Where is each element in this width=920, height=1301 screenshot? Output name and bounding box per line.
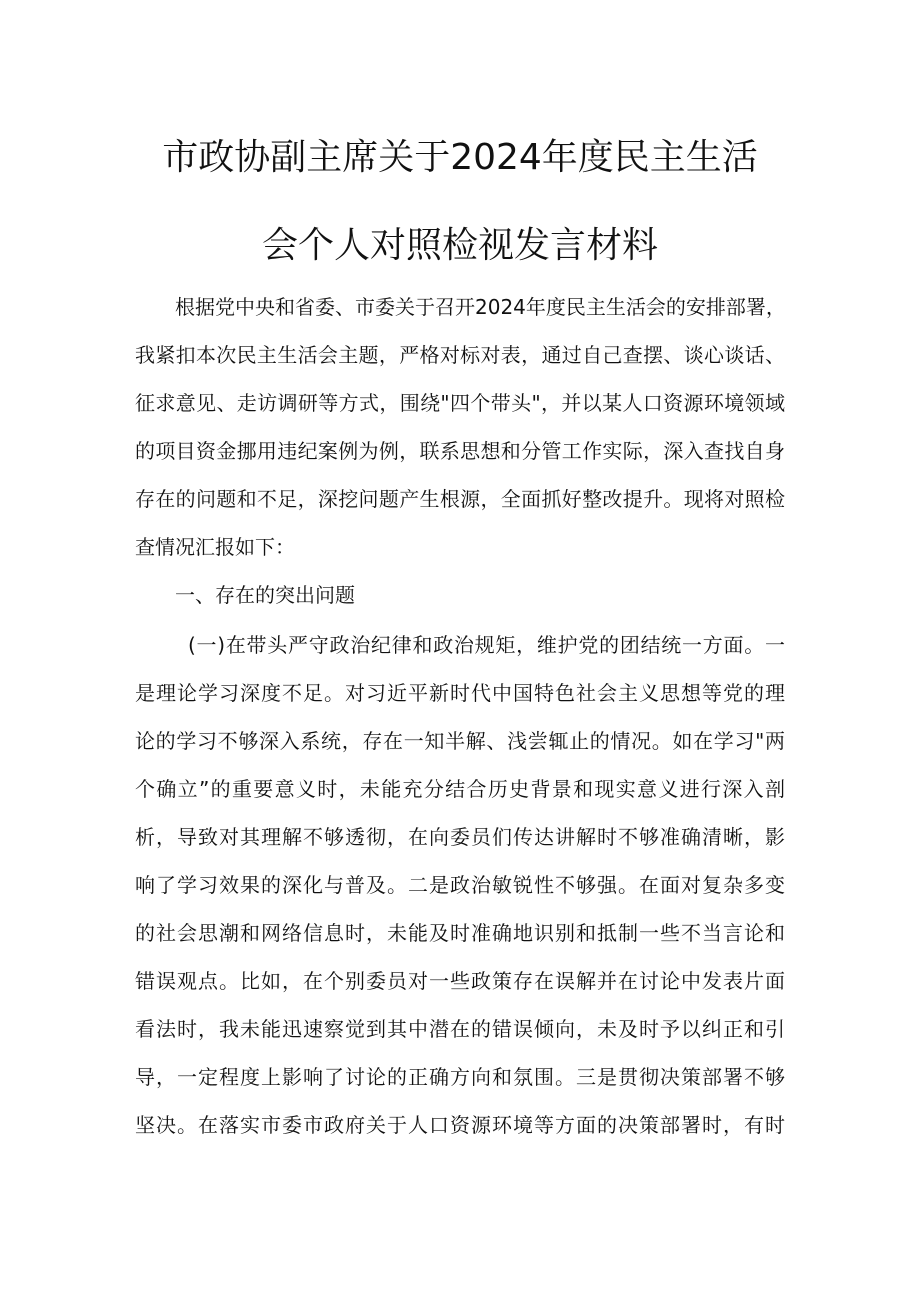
section-heading: 一、存在的突出问题 xyxy=(175,583,355,607)
document-title-line-2: 会个人对照检视发言材料 xyxy=(261,225,658,266)
paragraph-1-line-3: 征求意见、走访调研等方式，围绕"四个带头"，并以某人口资源环境领域 xyxy=(135,391,785,415)
paragraph-2-line-7: 的社会思潮和网络信息时，未能及时准确地识别和抵制一些不当言论和 xyxy=(135,921,785,945)
paragraph-2-line-11: 坚决。在落实市委市政府关于人口资源环境等方面的决策部署时，有时 xyxy=(135,1113,785,1137)
paragraph-2-line-1: (一)在带头严守政治纪律和政治规矩，维护党的团结统一方面。一 xyxy=(188,633,785,657)
paragraph-2-line-8: 错误观点。比如，在个别委员对一些政策存在误解并在讨论中发表片面 xyxy=(135,969,785,993)
paragraph-2-line-10: 导，一定程度上影响了讨论的正确方向和氛围。三是贯彻决策部署不够 xyxy=(135,1065,785,1089)
paragraph-2-line-6: 响了学习效果的深化与普及。二是政治敏锐性不够强。在面对复杂多变 xyxy=(135,873,785,897)
paragraph-2-line-5: 析，导致对其理解不够透彻，在向委员们传达讲解时不够准确清晰，影 xyxy=(135,825,785,849)
paragraph-1-line-6: 查情况汇报如下： xyxy=(135,535,295,559)
paragraph-1-line-4: 的项目资金挪用违纪案例为例，联系思想和分管工作实际，深入查找自身 xyxy=(135,439,785,463)
paragraph-1-line-2: 我紧扣本次民主生活会主题，严格对标对表，通过自己查摆、谈心谈话、 xyxy=(135,343,785,367)
document-title-line-1: 市政协副主席关于2024年度民主生活 xyxy=(162,137,758,178)
paragraph-2-line-2: 是理论学习深度不足。对习近平新时代中国特色社会主义思想等党的理 xyxy=(135,681,785,705)
paragraph-1-line-5: 存在的问题和不足，深挖问题产生根源，全面抓好整改提升。现将对照检 xyxy=(135,487,785,511)
paragraph-1-line-1: 根据党中央和省委、市委关于召开2024年度民主生活会的安排部署， xyxy=(175,295,786,319)
paragraph-2-line-3: 论的学习不够深入系统，存在一知半解、浅尝辄止的情况。如在学习"两 xyxy=(135,729,785,753)
paragraph-2-line-4: 个确立”的重要意义时，未能充分结合历史背景和现实意义进行深入剖 xyxy=(135,777,785,801)
paragraph-2-line-9: 看法时，我未能迅速察觉到其中潜在的错误倾向，未及时予以纠正和引 xyxy=(135,1017,785,1041)
